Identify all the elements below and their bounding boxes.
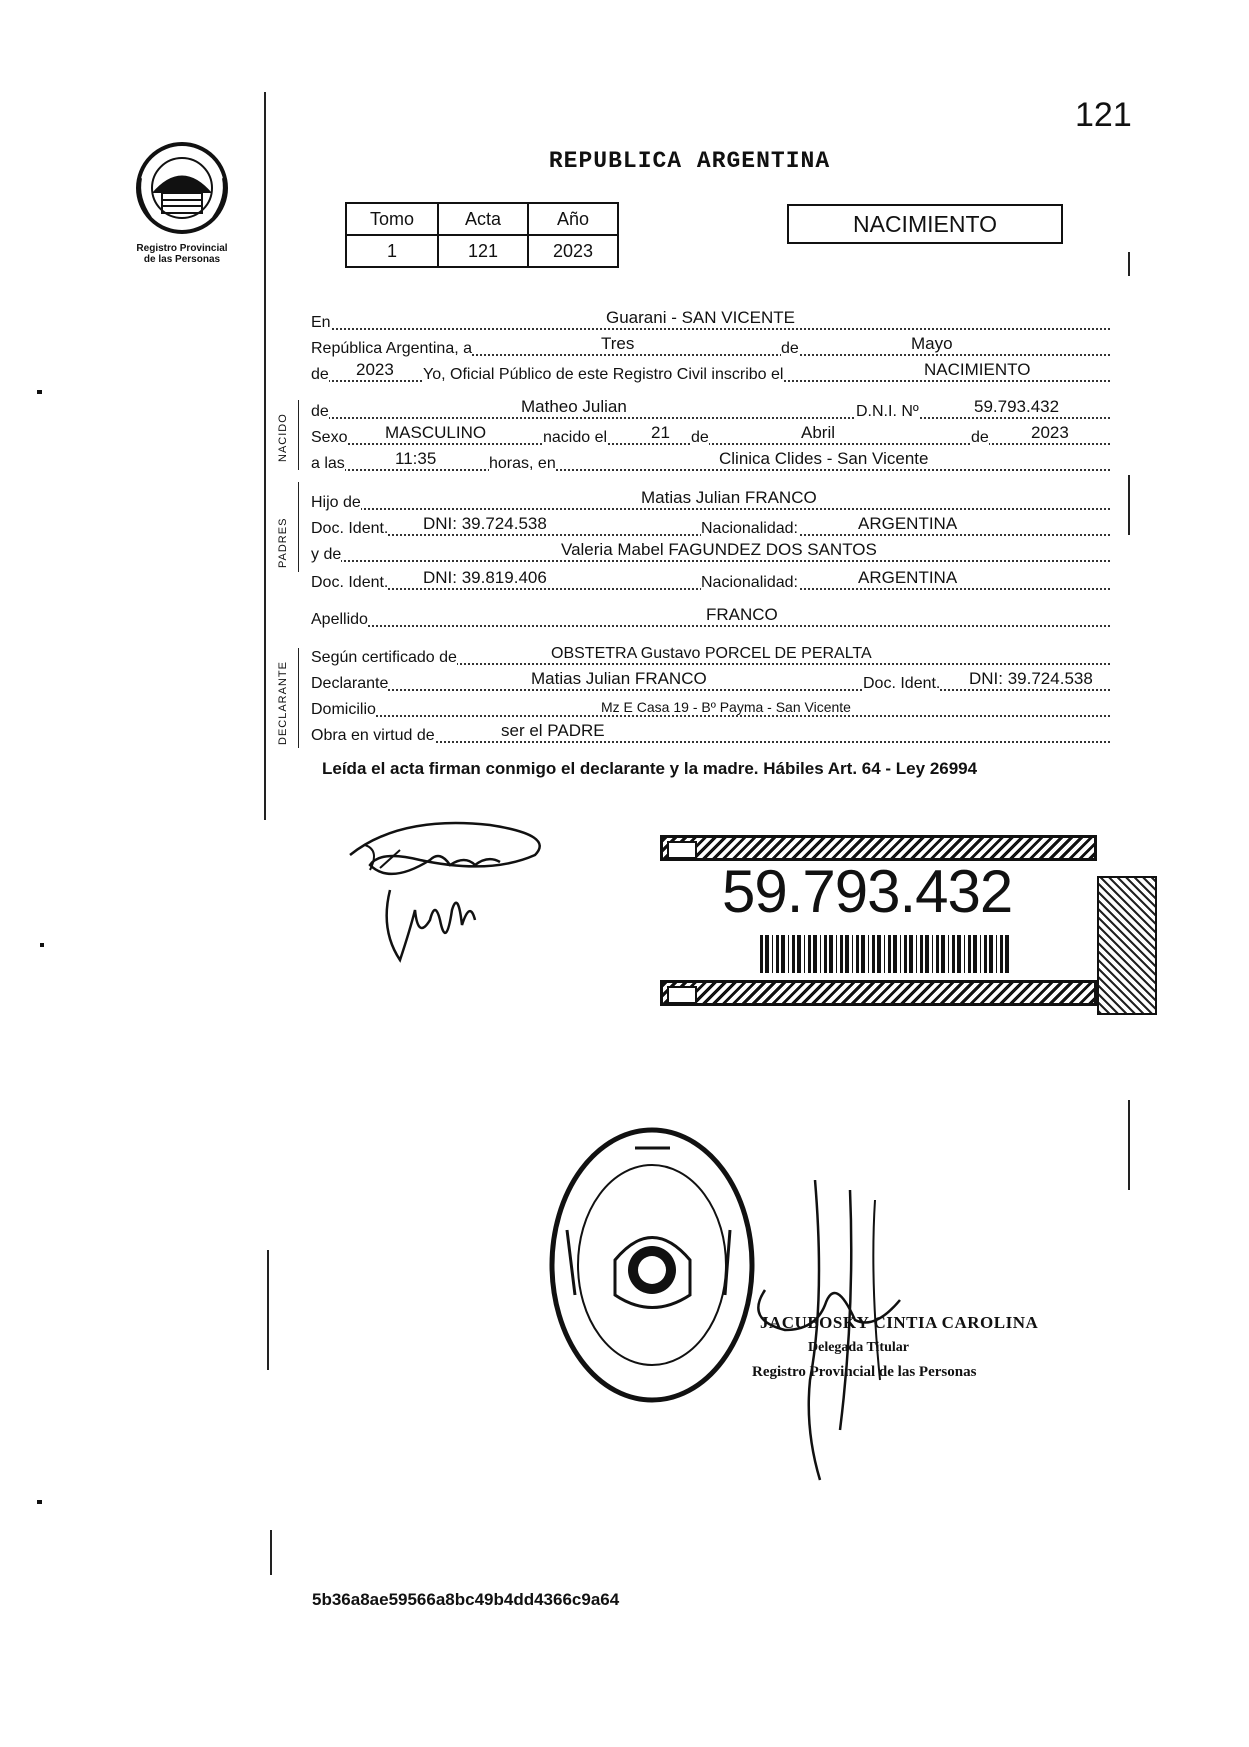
value-dia: Tres	[601, 334, 635, 353]
value-declarante: Matias Julian FRANCO	[531, 669, 707, 688]
value-sexo: MASCULINO	[385, 423, 487, 442]
value-dni: 59.793.432	[974, 397, 1060, 416]
form-row-hora	[311, 449, 1110, 475]
document-hash: 5b36a8ae59566a8bc49b4dd4366c9a64	[312, 1590, 620, 1609]
page-number: 121	[1075, 96, 1132, 134]
label-dni: D.N.I. Nº	[856, 403, 919, 420]
value-acta: 121	[438, 235, 528, 267]
margin-line	[264, 92, 266, 820]
value-segun: OBSTETRA Gustavo PORCEL DE PERALTA	[551, 645, 872, 662]
form-row-declarante	[311, 669, 1110, 695]
label-nac1: Nacionalidad:	[701, 520, 798, 537]
label-de2: de	[311, 366, 329, 383]
label-de5: de	[971, 429, 989, 446]
signature-declarante	[340, 810, 570, 980]
value-nac1: ARGENTINA	[858, 514, 958, 533]
section-divider	[298, 400, 299, 470]
label-de: de	[781, 340, 799, 357]
label-yo: Yo, Oficial Público de este Registro Civil inscribo el	[423, 366, 784, 383]
form-row-sexo	[311, 423, 1110, 449]
form-row-apellido	[311, 605, 1110, 631]
sticker-band-bottom	[660, 980, 1097, 1006]
value-doc3: DNI: 39.724.538	[969, 669, 1093, 688]
signatory-name: JACUBOSKY CINTIA CAROLINA	[760, 1313, 1039, 1332]
header-anio: Año	[528, 203, 618, 235]
label-segun: Según certificado de	[311, 649, 457, 666]
value-madre: Valeria Mabel FAGUNDEZ DOS SANTOS	[561, 540, 877, 559]
legal-text: Leída el acta firman conmigo el declarante y la madre. Hábiles Art. 64 - Ley 26994	[322, 759, 978, 778]
value-obra: ser el PADRE	[501, 721, 605, 740]
security-strip	[1097, 876, 1157, 1015]
form-row-obra	[311, 721, 1110, 747]
signatory-org: Registro Provincial de las Personas	[752, 1364, 977, 1380]
value-nombre: Matheo Julian	[521, 397, 627, 416]
value-doc1: DNI: 39.724.538	[423, 514, 547, 533]
side-label-padres: PADRES	[277, 517, 289, 568]
value-nac-dia: 21	[651, 423, 670, 442]
label-en: En	[311, 314, 331, 331]
section-divider	[298, 482, 299, 572]
label-alas: a las	[311, 455, 345, 472]
label-declarante: Declarante	[311, 675, 389, 692]
label-doc3: Doc. Ident.	[863, 675, 941, 692]
value-nac2: ARGENTINA	[858, 568, 958, 587]
value-mes: Mayo	[911, 334, 953, 353]
registry-table	[345, 202, 619, 268]
label-sexo: Sexo	[311, 429, 348, 446]
logo-caption-line1: Registro Provincial	[136, 243, 228, 254]
label-nac2: Nacionalidad:	[701, 574, 798, 591]
form-row-doc1	[311, 514, 1110, 540]
label-domicilio: Domicilio	[311, 701, 376, 718]
margin-line-bottom	[270, 1530, 272, 1575]
label-doc1: Doc. Ident.	[311, 520, 389, 537]
section-divider	[298, 648, 299, 748]
form-row-madre	[311, 540, 1110, 566]
scan-speck	[40, 943, 44, 947]
record-type-box: NACIMIENTO	[787, 204, 1063, 244]
form-row-doc2	[311, 568, 1110, 594]
value-doc2: DNI: 39.819.406	[423, 568, 547, 587]
right-edge-mark	[1128, 252, 1130, 276]
signatory-role: Delegada Titular	[808, 1340, 909, 1355]
value-anio: 2023	[528, 235, 618, 267]
value-tomo: 1	[346, 235, 438, 267]
form-row-hijo	[311, 488, 1110, 514]
label-de3: de	[311, 403, 329, 420]
form-row-republica	[311, 334, 1110, 360]
document-title: REPUBLICA ARGENTINA	[548, 148, 831, 174]
label-de4: de	[691, 429, 709, 446]
form-row-domicilio	[311, 695, 1110, 721]
official-seal-icon	[545, 1120, 760, 1410]
scan-speck	[37, 1500, 42, 1504]
header-acta: Acta	[438, 203, 528, 235]
right-edge-mark	[1128, 1100, 1130, 1190]
label-nacido: nacido el	[543, 429, 608, 446]
value-padre: Matias Julian FRANCO	[641, 488, 817, 507]
margin-line-lower	[267, 1250, 269, 1370]
side-label-declarante: DECLARANTE	[277, 661, 289, 745]
form-row-anio	[311, 360, 1110, 386]
value-anio-inscripcion: 2023	[356, 360, 394, 379]
value-nac-mes: Abril	[801, 423, 836, 442]
value-inscribo: NACIMIENTO	[924, 360, 1031, 379]
value-localidad: Guarani - SAN VICENTE	[606, 308, 795, 327]
label-yde: y de	[311, 546, 342, 563]
label-hijo: Hijo de	[311, 494, 361, 511]
right-edge-mark	[1128, 475, 1130, 535]
value-apellido: FRANCO	[706, 605, 778, 624]
sticker-dni-number: 59.793.432	[722, 858, 1013, 925]
value-nac-anio: 2023	[1031, 423, 1069, 442]
logo-caption-line2: de las Personas	[143, 254, 221, 265]
label-apellido: Apellido	[311, 611, 368, 628]
label-republica: República Argentina, a	[311, 340, 472, 357]
value-lugar: Clinica Clides - San Vicente	[719, 449, 929, 468]
label-doc2: Doc. Ident.	[311, 574, 389, 591]
dni-sticker	[660, 835, 1097, 1010]
scan-speck	[37, 390, 42, 394]
header-tomo: Tomo	[346, 203, 438, 235]
barcode-icon	[760, 935, 1010, 973]
side-label-nacido: NACIDO	[277, 413, 289, 462]
form-row-nombre	[311, 397, 1110, 423]
label-horas: horas, en	[489, 455, 556, 472]
value-domicilio: Mz E Casa 19 - Bº Payma - San Vicente	[601, 699, 851, 715]
form-row-segun	[311, 643, 1110, 669]
form-row-en	[311, 308, 1110, 334]
value-hora: 11:35	[395, 449, 437, 468]
label-obra: Obra en virtud de	[311, 727, 435, 744]
